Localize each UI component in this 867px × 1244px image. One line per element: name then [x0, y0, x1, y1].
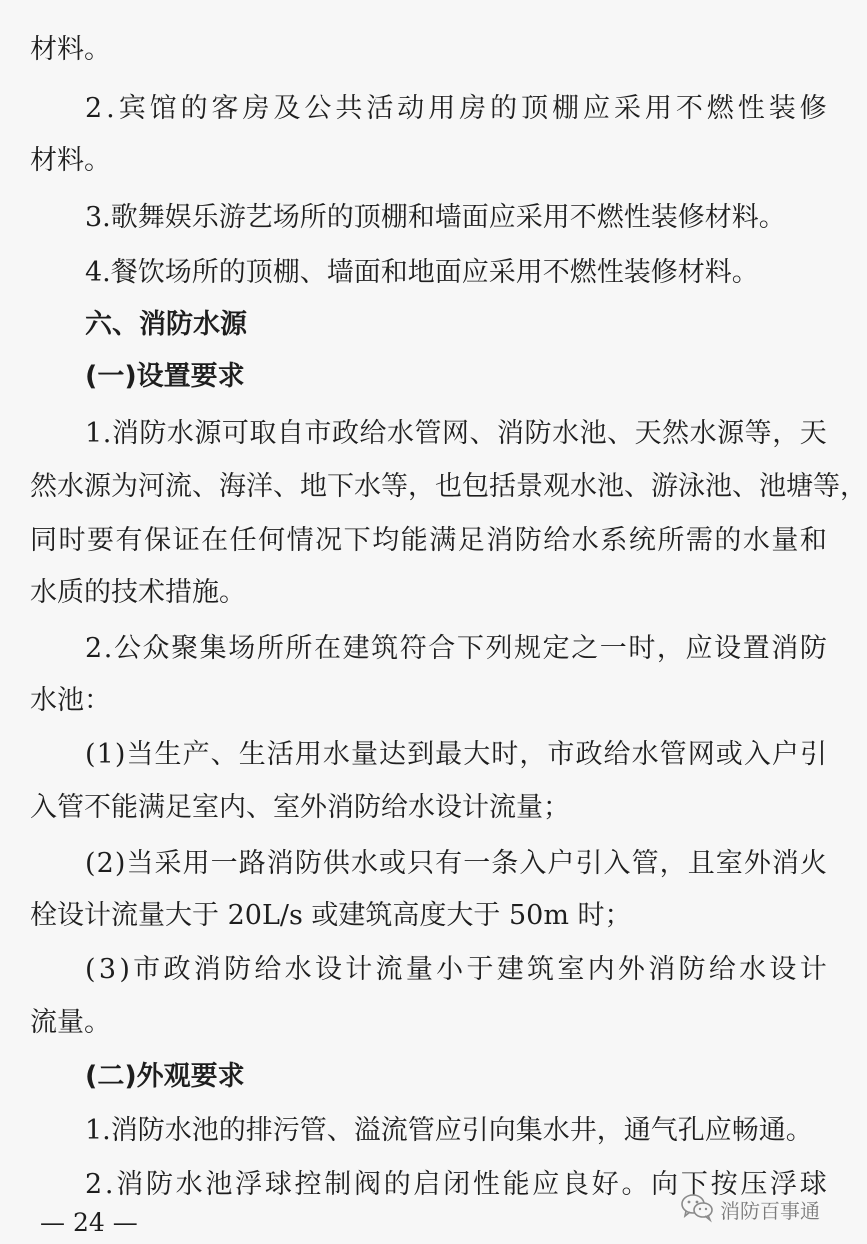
page-number: — 24 — — [40, 1208, 138, 1237]
wechat-icon — [680, 1192, 714, 1226]
text-line: 1 . 消 防 水 源 可 取 自 市 政 给 水 管 网 、 消 防 水 池 、 天 然 水 源 等 ， 天 — [85, 418, 827, 449]
text-line: 2 . 宾 馆 的 客 房 及 公 共 活 动 用 房 的 顶 棚 应 采 用 不 燃 性 装 修 — [85, 93, 827, 124]
text-line: 4.餐饮场所的顶棚、墙面和地面应采用不燃性装修材料。 — [85, 257, 759, 288]
section-heading: 六、消防水源 — [85, 309, 247, 340]
text-line: 流量。 — [30, 1007, 111, 1038]
text-line: 2 . 公 众 聚 集 场 所 所 在 建 筑 符 合 下 列 规 定 之 一 时 ， 应 设 置 消 防 — [85, 633, 827, 664]
watermark — [680, 1192, 820, 1226]
text-line: 栓设计流量大于 20L/s 或建筑高度大于 50m 时； — [30, 900, 632, 931]
watermark-text: 消防百事通 — [720, 1198, 820, 1223]
text-line: 水质的技术措施。 — [30, 577, 246, 608]
text-line: 1.消防水池的排污管、溢流管应引向集水井，通气孔应畅通。 — [85, 1115, 813, 1146]
text-line: 2 . 消 防 水 池 浮 球 控 制 阀 的 启 闭 性 能 应 良 好 。 向 下 按 压 浮 球 — [85, 1169, 827, 1200]
text-line: 然 水 源 为 河 流 、 海 洋 、 地 下 水 等 ， 也 包 括 景 观 水 池 、 游 泳 池 、 池 塘 等 ， — [30, 471, 867, 502]
subsection-heading: (二)外观要求 — [85, 1061, 245, 1092]
text-line: 水池： — [30, 685, 111, 716]
text-line: ( 3 ) 市 政 消 防 给 水 设 计 流 量 小 于 建 筑 室 内 外 消 防 给 水 设 计 — [85, 954, 827, 985]
text-line: ( 2 ) 当 采 用 一 路 消 防 供 水 或 只 有 一 条 入 户 引 入 管 ， 且 室 外 消 火 — [85, 848, 827, 879]
text-line: 材料。 — [30, 34, 111, 65]
text-line: 入管不能满足室内、室外消防给水设计流量； — [30, 792, 570, 823]
text-line: 同 时 要 有 保 证 在 任 何 情 况 下 均 能 满 足 消 防 给 水 系 统 所 需 的 水 量 和 — [30, 525, 827, 556]
text-line: 材料。 — [30, 145, 111, 176]
text-line: ( 1 ) 当 生 产 、 生 活 用 水 量 达 到 最 大 时 ， 市 政 给 水 管 网 或 入 户 引 — [85, 739, 827, 770]
text-line: 3.歌舞娱乐游艺场所的顶棚和墙面应采用不燃性装修材料。 — [85, 202, 786, 233]
subsection-heading: (一)设置要求 — [85, 361, 245, 392]
